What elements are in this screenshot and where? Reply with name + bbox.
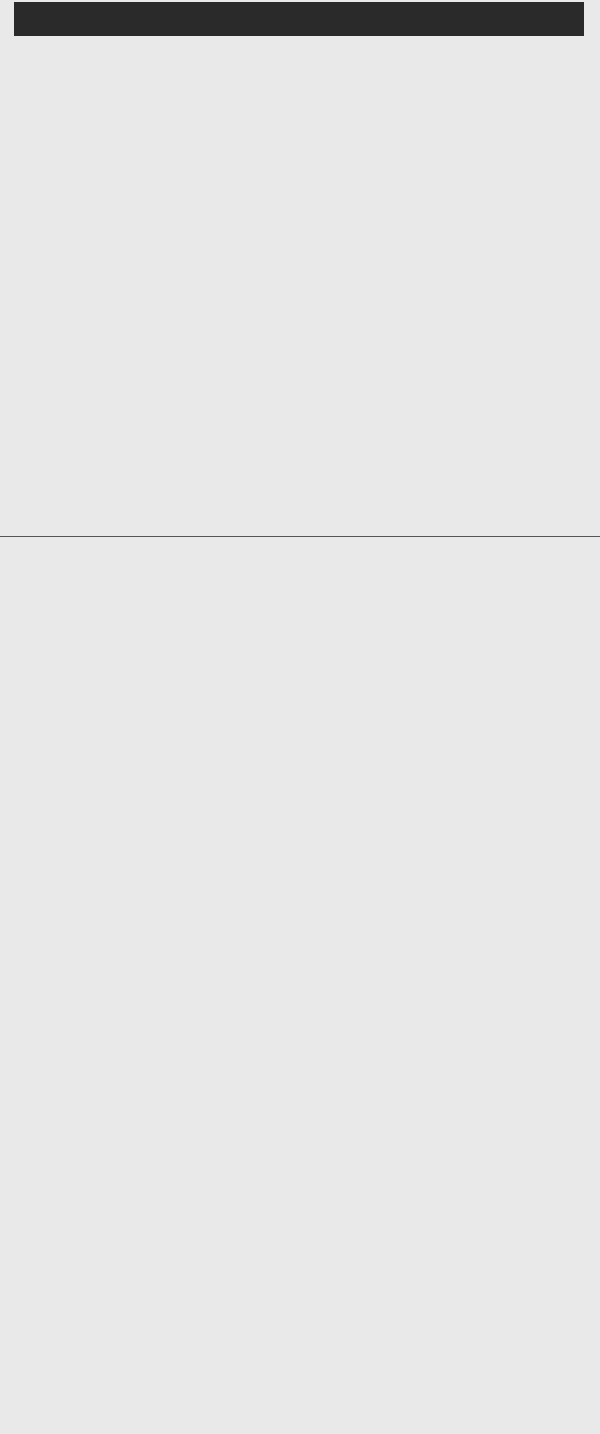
exam-title: [14, 2, 584, 36]
page-divider: [0, 536, 600, 537]
q4b-frequency-row: [76, 908, 134, 924]
q4b-classes-row: [76, 890, 134, 906]
watermark: [20, 462, 600, 580]
